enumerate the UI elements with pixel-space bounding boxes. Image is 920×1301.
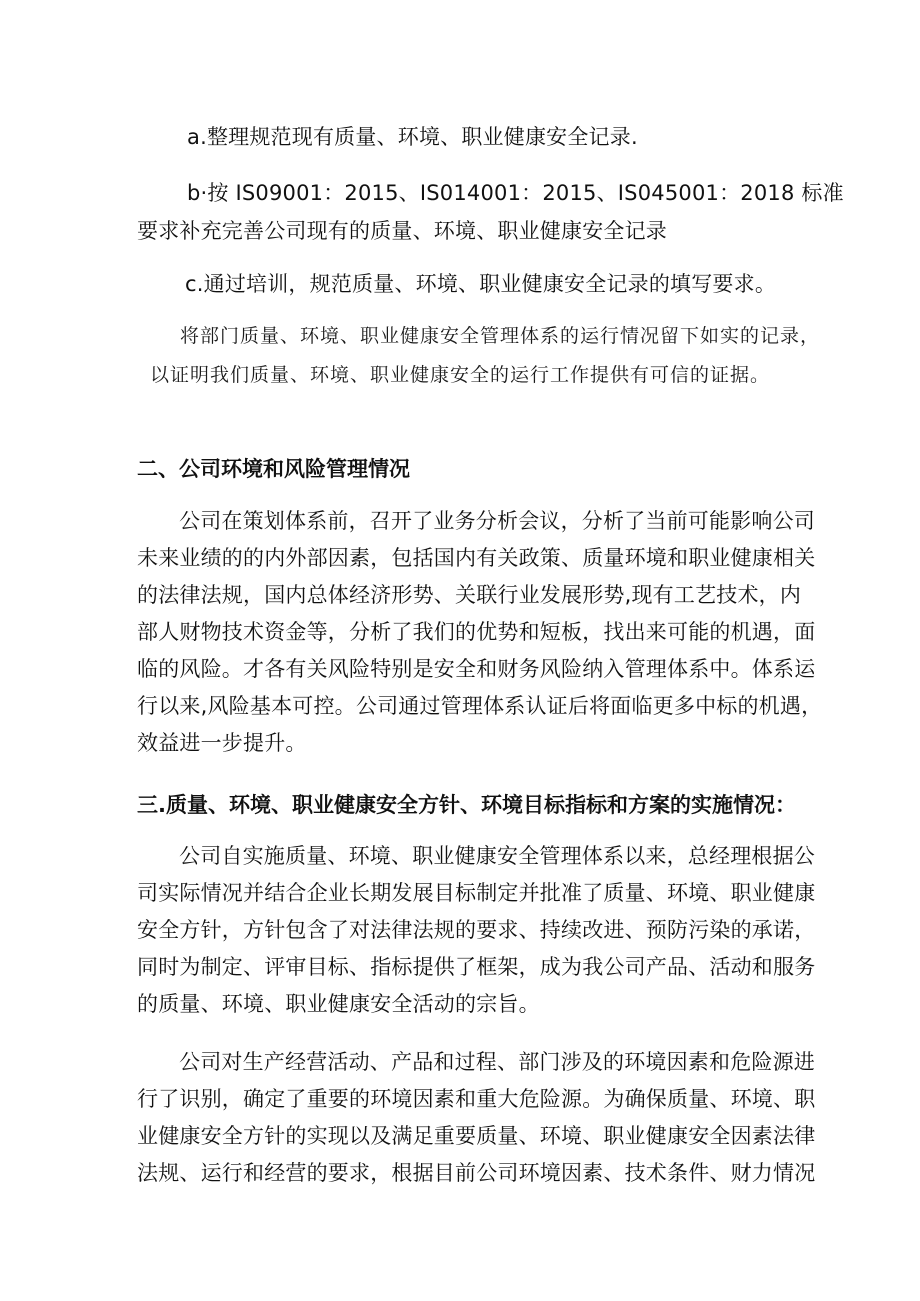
record-item-b-line2: 要求补充完善公司现有的质量、环境、职业健康安全记录 xyxy=(137,219,667,243)
paragraph-line: 司实际情况并结合企业长期发展目标制定并批准了质量、环境、职业健康 xyxy=(137,881,816,905)
paragraph-line: 临的风险。才各有关风险特别是安全和财务风险纳入管理体系中。体系运 xyxy=(137,657,816,681)
paragraph-line: 公司对生产经营活动、产品和过程、部门涉及的环境因素和危险源进 xyxy=(179,1050,815,1074)
paragraph-line: 公司在策划体系前，召开了业务分析会议，分析了当前可能影响公司 xyxy=(179,509,815,533)
paragraph-line: 行以来,风险基本可控。公司通过管理体系认证后将面临更多中标的机遇， xyxy=(137,694,823,718)
section3-paragraph2 xyxy=(137,1044,837,1192)
section3-heading: 三.质量、环境、职业健康安全方针、环境目标指标和方案的实施情况： xyxy=(137,793,796,817)
section2-paragraph xyxy=(137,503,837,762)
paragraph-line: 法规、运行和经营的要求，根据目前公司环境因素、技术条件、财力情况 xyxy=(137,1161,816,1185)
record-item-b-line1: b·按 IS09001：2015、IS014001：2015、IS045001：2018 标准 xyxy=(187,181,844,205)
record-item-c: c.通过培训，规范质量、环境、职业健康安全记录的填写要求。 xyxy=(185,272,777,296)
paragraph-line: 公司自实施质量、环境、职业健康安全管理体系以来，总经理根据公 xyxy=(179,844,815,868)
paragraph-line: 的质量、环境、职业健康安全活动的宗旨。 xyxy=(137,992,540,1016)
records-note-line2: 以证明我们质量、环境、职业健康安全的运行工作提供有可信的证据。 xyxy=(150,364,771,386)
records-note-line1: 将部门质量、环境、职业健康安全管理体系的运行情况留下如实的记录， xyxy=(180,325,821,347)
paragraph-line: 业健康安全方针的实现以及满足重要质量、环境、职业健康安全因素法律 xyxy=(137,1124,816,1148)
section2-heading: 二、公司环境和风险管理情况 xyxy=(137,457,410,481)
paragraph-line: 行了识别，确定了重要的环境因素和重大危险源。为确保质量、环境、职 xyxy=(137,1087,816,1111)
paragraph-line: 未来业绩的的内外部因素，包括国内有关政策、质量环境和职业健康相关 xyxy=(137,546,816,570)
section3-paragraph1 xyxy=(137,838,837,1023)
paragraph-line: 安全方针，方针包含了对法律法规的要求、持续改进、预防污染的承诺， xyxy=(137,918,816,942)
paragraph-line: 同时为制定、评审目标、指标提供了框架，成为我公司产品、活动和服务 xyxy=(137,955,816,979)
record-item-a: a.整理规范现有质量、环境、职业健康安全记录. xyxy=(187,125,638,149)
paragraph-line: 效益进一步提升。 xyxy=(137,731,307,755)
paragraph-line: 的法律法规，国内总体经济形势、关联行业发展形势,现有工艺技术，内 xyxy=(137,583,802,607)
paragraph-line: 部人财物技术资金等，分析了我们的优势和短板，找出来可能的机遇，面 xyxy=(137,620,816,644)
